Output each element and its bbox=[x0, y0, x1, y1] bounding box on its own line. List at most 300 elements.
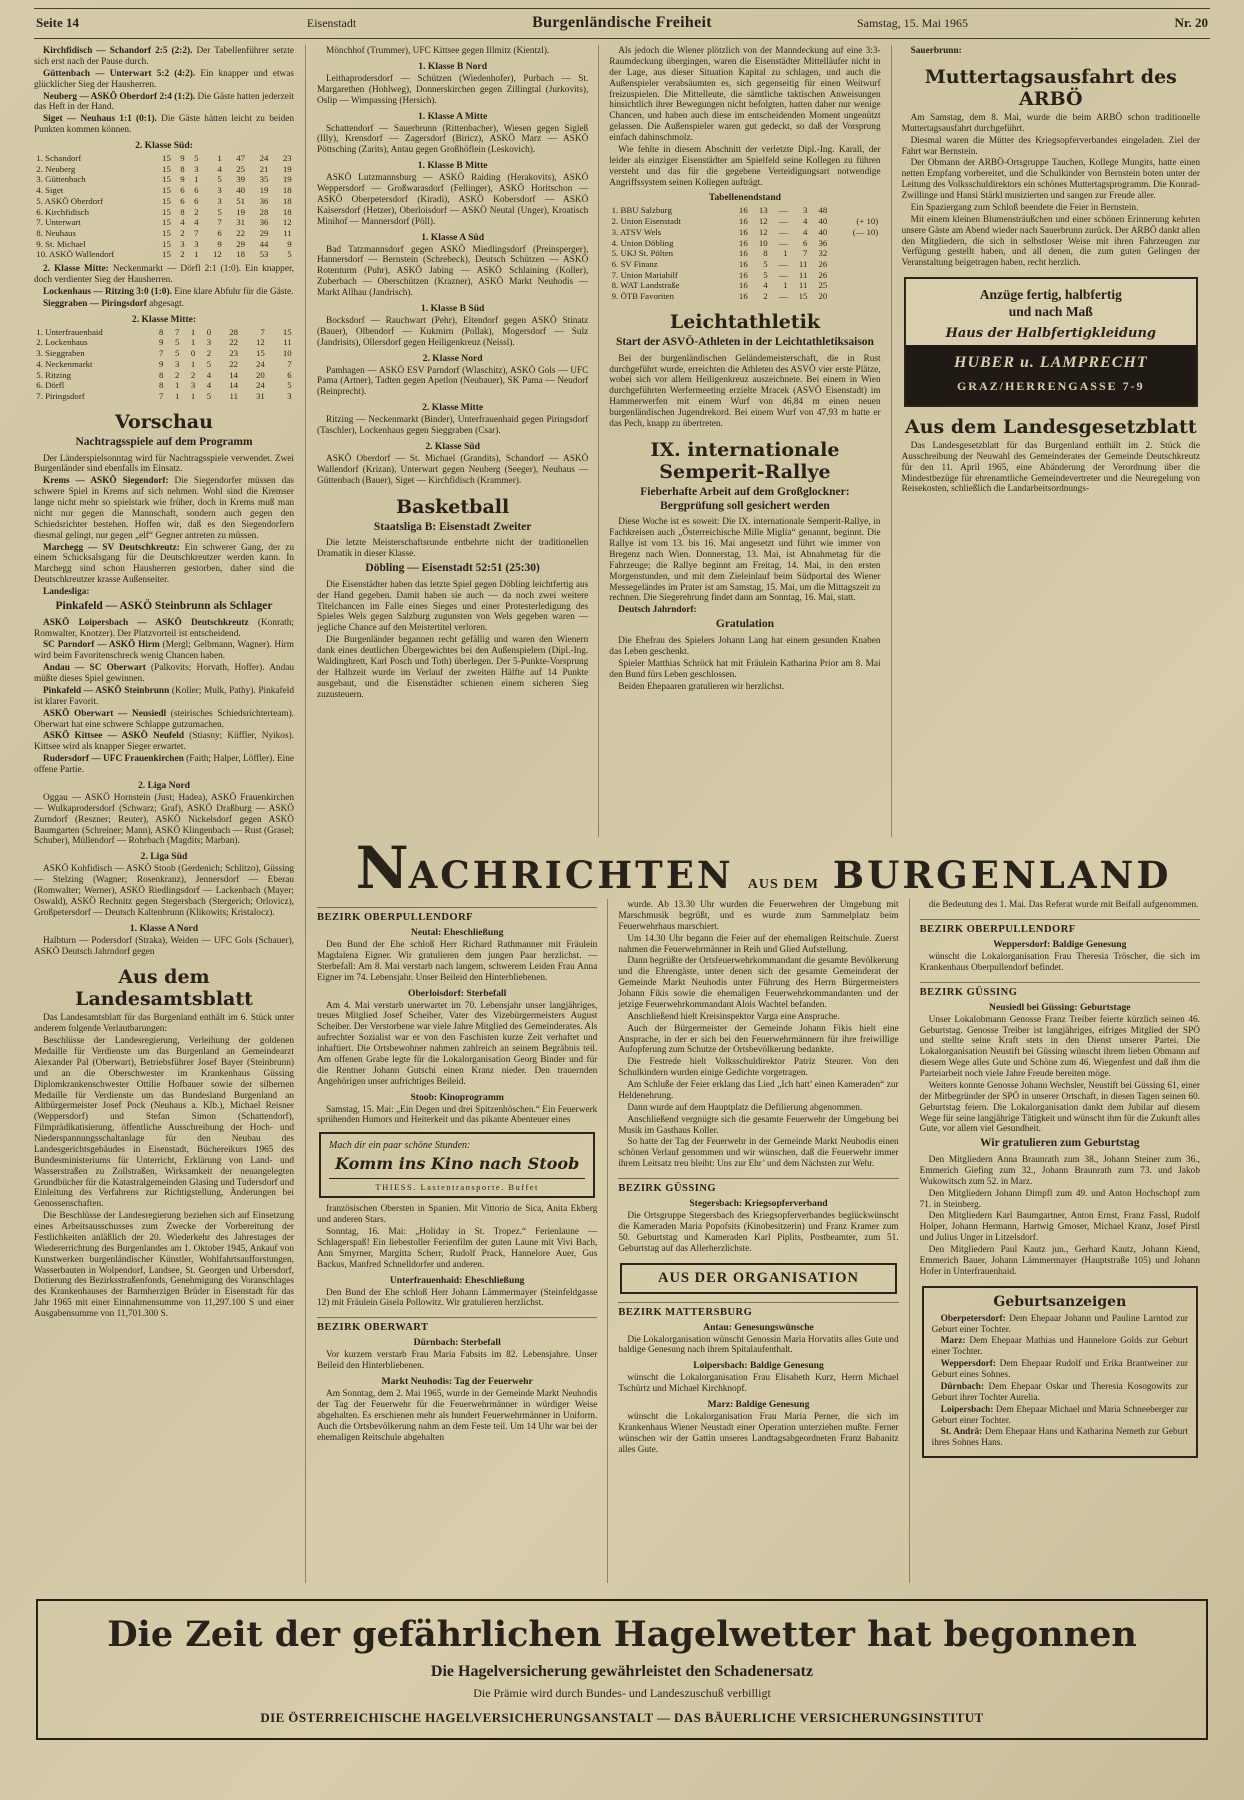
paragraph: Krems — ASKÖ Siegendorf: Die Siegendorfer müssen das schwere Spiel in Krems auf sich nehmen. Wohl sind die Kremser lange nicht mehr so spielstark wie früher, doch in Krems muß man nicht nur gegen die Mannschaft, sondern auch gegen den Schiedsrichter bestehen. Hoffen wir, daß es den Siegendorfern diesmal gelingt, nur gegen „elf“ Gegner antreten zu müssen. bbox=[34, 476, 294, 541]
paragraph: Das Landesgesetzblatt für das Burgenland enthält im 2. Stück die Ausschreibung der Neuwahl des Gemeinderates der Gemeinde Deutschkreutz für den 11. April 1965, eine Abänderung der Verordnung über die Mindestbezüge für ehrenamtliche Gemeindevertreter und die Neuregelung von Reisekosten, schließlich die Landarbeitsordnungs- bbox=[901, 440, 1201, 495]
column-sports-left bbox=[34, 45, 306, 1583]
table-cell: 9 bbox=[287, 238, 292, 249]
table-cell: 12 bbox=[212, 249, 222, 260]
table-cell: 5 bbox=[287, 380, 292, 391]
table-cell: 0 bbox=[206, 326, 212, 337]
table-row bbox=[35, 239, 292, 250]
table-cell: — bbox=[778, 205, 788, 216]
page-body bbox=[34, 45, 1210, 1583]
table-cell: 1 bbox=[783, 248, 788, 259]
standings-table bbox=[35, 153, 292, 260]
table-cell: 36 bbox=[818, 237, 828, 248]
paragraph: Die Beschlüsse der Landesregierung beziehen sich auf Einsetzung eines Arbeitsausschusses zum Zwecke der Vorbereitung der Festlichkeiten anläßlich der 20. Wiederkehr des Jahrestages der Wiedererrichtung des Burgenlandes am 1. Oktober 1945, Ankauf von Kunstwerken burgenländischer Künstler, Wohlfahrtsaufforstungen, Wasserbauten in Wolpendorf, Landsee, St. Georgen und Urbersdorf, Dotierung des Bezirksstraßenfonds, Genehmigung des Voranschlages des Krankenhauses der Barmherzigen Brüder in Eisenstadt für das Jahr 1965 mit einer Einnahmensumme von 11,297.100 S und einer Ausgabensumme von 11,701.300 S. bbox=[34, 1211, 294, 1320]
table-row bbox=[611, 205, 880, 216]
column-sports-3 bbox=[598, 45, 890, 837]
table-cell: 25 bbox=[236, 163, 246, 174]
table-cell: 3 bbox=[194, 163, 199, 174]
paragraph: Die letzte Meisterschaftsrunde entbehrte nicht der traditionellen Dramatik in dieser Klasse. bbox=[317, 538, 589, 560]
paragraph-lead: Landesliga: bbox=[43, 587, 90, 598]
paragraph: Sonntag, 16. Mai: „Holiday in St. Tropez.“ Ferienlaune — Schlagerspaß! Ein liebestoller Ferienfilm der guten Laune mit Vivi Bach, Ann Smyrner, Margitta Scherr, Rudolf Prack, Hannelore Auer, Gus Backus, Manfred Schnelldorfer und anderen. bbox=[317, 1227, 598, 1270]
table-cell: 40 bbox=[818, 216, 828, 227]
table-cell: 2 bbox=[190, 369, 196, 380]
table-cell: 4. Siget bbox=[36, 185, 64, 196]
table-cell: 32 bbox=[818, 248, 828, 259]
table-cell: 10 bbox=[282, 348, 292, 359]
table-cell: 7 bbox=[260, 326, 265, 337]
paragraph: Den Mitgliedern Karl Baumgartner, Anton Ernst, Franz Fassl, Rudolf Holper, Johann Hermann, Hartwig Gmoser, Michael Kranz, Josef Pirstl und Julius Unger in Litzelsdorf. bbox=[919, 1211, 1200, 1244]
ad-brand: HUBER u. LAMPRECHT bbox=[954, 353, 1148, 371]
paragraph: Die Eisenstädter haben das letzte Spiel gegen Döbling leichtfertig aus der Hand gegeben. Damit haben sie auch — da noch zwei weitere Titelchancen im Falle eines Sieges und einer Protesterledigung des Spieles Wels gegen Salzburg zugunsten von Wels gegeben waren — jegliche Chance auf den Meistertitel verloren. bbox=[317, 579, 589, 634]
table-cell: (— 10) bbox=[852, 226, 879, 237]
table-row bbox=[611, 238, 880, 249]
paragraph-lead: SC Parndorf — ASKÖ Hirm bbox=[43, 640, 163, 651]
table-cell: 20 bbox=[256, 369, 265, 380]
table-cell: 2. Lockenhaus bbox=[36, 337, 88, 348]
table-cell: 0 bbox=[190, 348, 196, 359]
ad-headline: Komm ins Kino nach Stoob bbox=[335, 1154, 580, 1174]
paragraph: Loipersbach: Dem Ehepaar Michael und Maria Schneeberger zur Geburt einer Tochter. bbox=[931, 1404, 1188, 1426]
table-cell: 31 bbox=[236, 217, 246, 228]
league-heading: Markt Neuhodis: Tag der Feuerwehr bbox=[381, 1376, 533, 1387]
right-region bbox=[306, 45, 1210, 1583]
table-cell: 40 bbox=[818, 226, 828, 237]
paragraph: Beiden Ehepaaren gratulieren wir herzlichst. bbox=[618, 681, 785, 692]
table-cell: 15 bbox=[162, 238, 171, 249]
paragraph: Bocksdorf — Rauchwart (Pehr), Eltendorf gegen ASKÖ Stinatz (Bauer), Olbendorf — Kukmirn (Pollak), Mogersdorf — Sulz (Jandrisits), Ollersdorf gegen Heiligenkreuz (Neissl). bbox=[317, 315, 589, 348]
table-cell: 40 bbox=[236, 185, 246, 196]
paragraph-lead: Lockenhaus — Ritzing 3:0 (1:0). bbox=[43, 286, 175, 297]
ad-line: und nach Maß bbox=[1008, 304, 1093, 319]
table-cell: 13 bbox=[758, 205, 768, 216]
table-cell: 6. Kirchfidisch bbox=[36, 206, 90, 217]
table-cell: 36 bbox=[259, 217, 269, 228]
paragraph-lead: Weppersdorf: bbox=[940, 1359, 1000, 1370]
paragraph: Als jedoch die Wiener plötzlich von der Manndeckung auf eine 3:3-Raumdeckung übergingen, waren die Eisenstädter Mittelläufer nicht in der Lage, aus dieser Situation Kapital zu schlagen, und auch die Außenspieler verabsäumten es, sich gegenseitig für einen Weitwurf freizuspielen. Die Mittelleute, die sämtliche taktischen Anweisungen hinsichtlich ihrer Bewegungen nicht befolgten, hatten daher nur wenige Chancen, und haben auch diese im entscheidenden Moment ungenützt gelassen. Die Außenspieler waren gut gedeckt, so daß der Vorsprung einfach dahinschmolz. bbox=[609, 46, 881, 143]
article-headline: IX. internationale Semperit-Rallye bbox=[650, 438, 840, 483]
paragraph: Der Länderspielsonntag wird für Nachtragsspiele verwendet. Zwei Burgenländer sind ebenfalls im Einsatz. bbox=[34, 453, 294, 475]
ad-script-line: Haus der Halbfertigkleidung bbox=[945, 325, 1157, 341]
table-cell: 1 bbox=[190, 391, 196, 401]
table-cell: 9. St. Michael bbox=[36, 238, 86, 249]
paragraph: Andau — SC Oberwart (Palkovits; Horvath, Hoffer). Andau müßte dieses Spiel gewinnen. bbox=[34, 663, 294, 685]
masthead bbox=[34, 8, 1210, 39]
league-heading: Neutal: Eheschließung bbox=[410, 927, 504, 938]
table-cell: 11 bbox=[283, 337, 292, 348]
league-heading: 1. Klasse B Mitte bbox=[417, 160, 488, 172]
paragraph: Diese Woche ist es soweit: Die IX. internationale Semperit-Rallye, in Fachkreisen auch „Österreichische Mille Miglia“ genannt, beginnt. Die Rallye ist vom 13. bis 16. Mai angesetzt und führt wie immer von Bregenz nach Wien. Donnerstag, 13. Mai, ist Abnahmetag für die Fahrzeuge; die Rallye beginnt am Freitag, 14. Mai, in den ersten Morgenstunden, und mit dem Zieleinlauf beim Südportal des Wiener Messegeländes im Prater ist am Samstag, 15. Mai, um die Mittagszeit zu rechnen. Die Siegerehrung findet dann am Sonntag, 16. Mai, statt. bbox=[609, 517, 881, 604]
table-cell: 7 bbox=[287, 358, 292, 369]
table-cell: 7 bbox=[194, 228, 199, 239]
table-cell: 18 bbox=[282, 195, 292, 206]
table-row bbox=[35, 228, 292, 239]
table-row bbox=[611, 270, 880, 281]
table-row bbox=[35, 185, 292, 196]
paragraph-lead: Siget — Neuhaus 1:1 (0:1). bbox=[43, 114, 162, 125]
table-cell: 1 bbox=[190, 337, 196, 348]
table-cell: 19 bbox=[282, 174, 292, 185]
article-subhead: Gratulation bbox=[715, 618, 775, 631]
table-cell: 4 bbox=[206, 380, 212, 391]
ad-subline: Die Prämie wird durch Bundes- und Landeszuschuß verbilligt bbox=[473, 1686, 771, 1700]
news-section bbox=[317, 899, 1210, 1583]
standings-table bbox=[611, 205, 880, 301]
paragraph: wünscht die Lokalorganisation Frau Elisabeth Kurz, Herrn Michael Tschürtz und Michael Kirchknopf. bbox=[618, 1373, 899, 1395]
table-cell: 8 bbox=[159, 369, 164, 380]
table-cell: 29 bbox=[259, 228, 269, 239]
table-cell: 9. ÖTB Favoriten bbox=[611, 291, 674, 302]
table-cell: 5 bbox=[174, 348, 180, 359]
box-title: Geburtsanzeigen bbox=[993, 1293, 1127, 1310]
table-cell bbox=[828, 280, 879, 291]
table-cell: 5 bbox=[287, 249, 292, 260]
table-cell: 8 bbox=[159, 380, 164, 391]
table-cell: 1 bbox=[194, 249, 199, 260]
table-cell: 16 bbox=[738, 258, 748, 269]
table-cell: 1. Schandorf bbox=[36, 153, 82, 163]
paragraph-lead: Neuberg — ASKÖ Oberdorf 2:4 (1:2). bbox=[43, 91, 198, 102]
table-cell: 4 bbox=[763, 280, 768, 291]
table-cell: 3 bbox=[217, 195, 222, 206]
article-subhead: Döbling — Eisenstadt 52:51 (25:30) bbox=[365, 562, 540, 575]
table-cell: 19 bbox=[259, 185, 269, 196]
paragraph: Die Ehefrau des Spielers Johann Lang hat einem gesunden Knaben das Leben geschenkt. bbox=[609, 636, 881, 657]
table-cell: 8 bbox=[159, 326, 164, 337]
table-cell: 47 bbox=[236, 153, 246, 163]
table-cell: 25 bbox=[818, 280, 828, 291]
paragraph: Mit einem kleinen Blumensträußchen und einer schönen Erinnerung kehrten unsere Gäste am Abend wieder nach Sauerbrunn zurück. Der ARBÖ dankt allen den Mitgliedern, die sich in selbstloser Weise mit ihren Fahrzeugen zur Verfügung gestellt haben, und all denen, die zum guten Gelingen der Veranstaltung beigetragen haben, recht herzlich. bbox=[901, 214, 1201, 269]
paragraph-lead: Pinkafeld — ASKÖ Steinbrunn bbox=[43, 685, 172, 696]
table-cell: 15 bbox=[162, 153, 171, 163]
table-cell: 3 bbox=[190, 380, 196, 391]
league-heading: 2. Liga Nord bbox=[138, 779, 190, 791]
table-cell: 4 bbox=[180, 217, 185, 228]
paragraph-lead: Dürnbach: bbox=[940, 1381, 989, 1392]
table-cell: — bbox=[778, 258, 788, 269]
table-cell: 23 bbox=[282, 153, 292, 163]
paragraph: Weiters konnte Genosse Johann Wechsler, Neustift bei Güssing 61, einer der Mitbegründer der SPÖ in unserer Ortschaft, in diesen Tagen seinen 60. Geburtstag feiern. Die Lokalorganisation dankt dem Jubilar auf diesem Wege für seine langjährige Tätigkeit und wünscht ihm für die Zukunft alles Gute, vor allem viel Gesundheit. bbox=[919, 1080, 1200, 1135]
table-cell: 3 bbox=[287, 391, 292, 401]
paragraph: 2. Klasse Mitte: Neckenmarkt — Dörfl 2:1 (1:0). Ein knapper, doch verdienter Sieg der Hausherren. bbox=[34, 264, 294, 286]
births-list bbox=[932, 1314, 1188, 1450]
paragraph: Anschließend vergnügte sich die gesamte Feuerwehr der Umgebung bei Musik im Gasthaus Koller. bbox=[618, 1114, 899, 1136]
table-cell: 11 bbox=[798, 269, 808, 280]
paragraph-lead: St. Andrä: bbox=[940, 1427, 985, 1438]
paragraph: Den Bund der Ehe schloß Herr Richard Rathmanner mit Fräulein Magdalena Eigner. Wir gratulieren dem jungen Paar herzlichst. — Sterbefall: Am 8. Mai verstarb nach langem, schwerem Leiden Frau Anna Eigner im 74. Lebensjahr. Unser Beileid den Hinterbliebenen. bbox=[317, 940, 598, 983]
table-cell: 8. WAT Landstraße bbox=[611, 280, 680, 291]
table-cell: 4 bbox=[194, 217, 199, 228]
paragraph: Halbturn — Podersdorf (Straka), Weiden — UFC Gols (Schauer), ASKÖ Deutsch Jahrndorf gegen bbox=[34, 935, 294, 957]
table-cell: 6 bbox=[180, 185, 185, 196]
table-row bbox=[35, 327, 292, 338]
table-cell: 15 bbox=[162, 206, 171, 217]
table-cell: 1 bbox=[783, 280, 788, 291]
table-cell: 15 bbox=[162, 195, 171, 206]
banner-word2: AUS DEM bbox=[747, 877, 819, 892]
page-number: Seite 14 bbox=[36, 15, 79, 30]
table-cell: 7. Union Mariahilf bbox=[611, 269, 678, 280]
paragraph: Pinkafeld — ASKÖ Steinbrunn (Koller; Mulk, Pathy). Pinkafeld ist klarer Favorit. bbox=[34, 685, 294, 707]
paragraph: Der Obmann der ARBÖ-Ortsgruppe Tauchen, Kollege Mungits, hatte einen netten Empfang vorbereitet, und die Schulkinder von Bernstein boten unter der Leitung des Volksschuldirektors ein schönes Muttertagsprogramm. Die Konrad-Zwillinge und Hansi Stärkl musizierten und sangen zur Freude aller. bbox=[901, 158, 1201, 201]
bezirk-heading: BEZIRK GÜSSING bbox=[618, 1178, 898, 1194]
table-cell: 9 bbox=[159, 337, 164, 348]
table-cell: 18 bbox=[282, 185, 292, 196]
table-cell: 22 bbox=[229, 337, 238, 348]
article-subhead: Fieberhafte Arbeit auf dem Großglockner: Bergprüfung soll gesichert werden bbox=[640, 485, 850, 512]
table-cell: 6. SV Finanz bbox=[611, 258, 658, 269]
paragraph: ASKÖ Kittsee — ASKÖ Neufeld (Stiasny; Küffler, Nyikos). Kittsee wird als knapper Sieger erwartet. bbox=[34, 731, 294, 753]
masthead-date: Samstag, 15. Mai 1965 bbox=[856, 16, 968, 30]
paragraph: Das Landesamtsblatt für das Burgenland enthält im 6. Stück unter anderem folgende Verlautbarungen: bbox=[34, 1013, 294, 1035]
table-row bbox=[35, 207, 292, 218]
table-cell: 3 bbox=[180, 238, 185, 249]
table-cell: 5 bbox=[206, 391, 212, 401]
table-cell: 7. Unterwart bbox=[36, 217, 81, 228]
article-headline: Muttertagsausfahrt des ARBÖ bbox=[924, 65, 1177, 110]
paragraph bbox=[902, 46, 1200, 57]
table-cell: 12 bbox=[758, 216, 768, 227]
table-cell: 15 bbox=[282, 326, 292, 337]
bezirk-heading: BEZIRK OBERPULLENDORF bbox=[317, 907, 597, 923]
table-cell: 12 bbox=[256, 337, 265, 348]
table-cell: 15 bbox=[256, 348, 265, 359]
table-cell bbox=[828, 238, 879, 249]
table-cell: 7. Piringsdorf bbox=[36, 391, 85, 401]
paragraph: Sieggraben — Piringsdorf abgesagt. bbox=[43, 298, 184, 309]
table-cell: 15 bbox=[162, 163, 171, 174]
paragraph: Anschließend hielt Kreisinspektor Varga eine Ansprache. bbox=[627, 1011, 840, 1022]
paragraph: Marz: Dem Ehepaar Mathias und Hannelore Golds zur Geburt einer Tochter. bbox=[931, 1336, 1188, 1358]
table-row bbox=[35, 359, 292, 370]
table-cell: 15 bbox=[162, 249, 171, 260]
table-row bbox=[611, 291, 880, 302]
paragraph: Marchegg — SV Deutschkreutz: Ein schwerer Gang, der zu einem Schicksalsgang für die Deutschkreutzer werden kann. In Marchegg sind schon Hausherren gestorben, daher sind die Deutschkreutzer krasse Außenseiter. bbox=[34, 542, 294, 586]
table-cell: 2 bbox=[174, 369, 180, 380]
league-heading: Loipersbach: Baldige Genesung bbox=[693, 1360, 824, 1372]
table-cell: 22 bbox=[236, 228, 246, 239]
table-cell: 11 bbox=[229, 391, 238, 401]
paragraph: St. Andrä: Dem Ehepaar Hans und Katharina Nemeth zur Geburt ihres Sohnes Hans. bbox=[931, 1427, 1188, 1449]
table-cell: 12 bbox=[282, 217, 292, 228]
table-cell: 11 bbox=[283, 228, 292, 239]
paragraph: Den Bund der Ehe schloß Herr Johann Lämmermayer (Steinfeldgasse 12) mit Fräulein Gisela Pollowitz. Wir gratulieren herzlichst. bbox=[317, 1287, 598, 1309]
league-heading: 1. Klasse A Nord bbox=[129, 922, 199, 934]
table-cell: 2 bbox=[180, 249, 185, 260]
table-cell: 16 bbox=[738, 216, 748, 227]
paragraph: Am 4. Mai verstarb unerwartet im 70. Lebensjahr unser langjähriges, treues Mitglied Josef Scheiber, Vater des Vizebürgermeisters August Scheiber. Der Verstorbene war viele Jahre Mitglied des Gemeinderates. Als aufrechter Sozialist war er von den Faschisten kurze Zeit verhaftet und inhaftiert. Die Ortsbewohner nahmen zahlreich an seinem Begräbnis teil. Am offenen Grabe legte für die Lokalorganisation Georg Binder und für die Rentner Johann Gutschi einen Kranz nieder. Den trauernden Angehörigen unser aufrichtiges Beileid. bbox=[317, 1000, 598, 1087]
paragraph: Güttenbach — Unterwart 5:2 (4:2). Ein knapper und etwas glücklicher Sieg der Hausherren. bbox=[34, 68, 294, 90]
table-row bbox=[35, 370, 292, 381]
table-cell: 5 bbox=[194, 153, 199, 163]
table-cell: 5 bbox=[217, 174, 222, 185]
table-cell: 3. Sieggraben bbox=[36, 348, 85, 359]
table-cell bbox=[828, 248, 879, 259]
paragraph: ASKÖ Loipersbach — ASKÖ Deutschkreutz (Konrath; Romwalter, Knotzer). Der Platzvorteil ist entscheidend. bbox=[34, 617, 294, 639]
ad-line: Anzüge fertig, halbfertig bbox=[979, 287, 1122, 303]
table-row bbox=[611, 280, 880, 291]
table-cell: 16 bbox=[738, 280, 748, 291]
table-cell: 6. Dörfl bbox=[36, 380, 65, 391]
table-cell: 19 bbox=[282, 163, 292, 174]
article-headline: Leichtathletik bbox=[669, 310, 821, 333]
paragraph: Weppersdorf: Dem Ehepaar Rudolf und Erika Brantweiner zur Geburt eines Sohnes. bbox=[931, 1359, 1188, 1381]
paragraph: Die Burgenländer begannen recht gefällig und waren den Wienern dank eines deutlichen Übergewichtes bei den Außenspielern (Dipl.-Ing. Waldinghrett, Karl Posch und Toth) überlegen. Der 5-Punkte-Vorsprung der Halbzeit wurde im Verlauf der zweiten Hälfte auf 14 Punkte ausgebaut, und die Eisenstädter schienen einem sicheren Sieg zuzusteuern. bbox=[317, 635, 589, 700]
table-cell: 16 bbox=[738, 248, 748, 259]
paragraph: Rudersdorf — UFC Frauenkirchen (Faith; Halper, Löffler). Eine offene Partie. bbox=[34, 754, 294, 776]
table-cell: 15 bbox=[162, 228, 171, 239]
table-cell: 7 bbox=[159, 391, 164, 401]
news-3-top bbox=[920, 900, 1200, 1278]
league-heading: 2. Klasse Süd bbox=[425, 440, 480, 452]
table-row bbox=[35, 164, 292, 175]
banner-initial: N bbox=[355, 834, 409, 902]
column-sports-2 bbox=[317, 45, 598, 837]
table-row bbox=[611, 227, 880, 238]
table-cell: 15 bbox=[162, 217, 171, 228]
table-cell: 10. ASKÖ Wallendorf bbox=[36, 249, 115, 260]
article-headline: Vorschau bbox=[115, 410, 213, 433]
table-cell: 1 bbox=[194, 174, 199, 185]
paragraph: die Bedeutung des 1. Mai. Das Referat wurde mit Beifall aufgenommen. bbox=[928, 900, 1199, 910]
table-cell: 24 bbox=[259, 153, 269, 163]
paragraph: ASKÖ Lutzmannsburg — ASKÖ Raiding (Herakovits), ASKÖ Weppersdorf — Großwarasdorf (Fellinger), ASKÖ Horitschon — ASKÖ Oberpetersdorf (Kiradi), ASKÖ Kobersdorf — ASKÖ Kaisersdorf (Hetzer), Oberloisdorf — ASKÖ Neutal (Unger), Kroatisch Minihof — Mannersdorf (Pöll). bbox=[317, 173, 589, 227]
article-headline: Aus dem Landesamtsblatt bbox=[75, 966, 253, 1011]
hagel-versicherung-ad bbox=[36, 1599, 1208, 1740]
paragraph: wurde. Ab 13.30 Uhr wurden die Feuerwehren der Umgebung mit Marschmusik begrüßt, und es wurde zum Sammelplatz beim Feuerwehrhaus marschiert. bbox=[618, 900, 899, 932]
paragraph: Bei der burgenländischen Geländemeisterschaft, die in Rust durchgeführt wurde, erreichten die Athleten des ASVÖ vier erste Plätze, wobei sich vor allem Heiligenkreuz auszeichnete. Bei einem in Wien durchgeführten Werfermeeting erzielte Mracek (ASVÖ Eisenstadt) im Hammerwerfen mit einem Wurf von 46,84 m einen neuen burgenländischen Jugendrekord. Bei einem Wurf von 47,93 m hatte er das Pech, knapp zu übertreten. bbox=[609, 353, 881, 429]
table-cell: 2 bbox=[180, 228, 185, 239]
table-cell: 22 bbox=[229, 358, 238, 369]
paragraph: Dann begrüßte der Ortsfeuerwehrkommandant die gesamte Bevölkerung und die Ehrengäste, unter denen sich der gesamte Gemeinderat der Gemeinde Markt Neuhodis unter Führung des Herrn Bürgermeisters Johann Fikis sowie die ehemaligen Feuerwehrkommandanten und der jetzige Feuerwehrkommandant Alois Wachtel befanden. bbox=[618, 956, 899, 1010]
article-headline: Aus dem Landesgesetzblatt bbox=[905, 415, 1197, 438]
table-cell: 35 bbox=[259, 174, 269, 185]
table-cell: 15 bbox=[798, 291, 808, 302]
league-heading: Marz: Baldige Genesung bbox=[707, 1399, 810, 1410]
paragraph: Die Festrede hielt Volksschuldirektor Patriz Steurer. Von den Schulkindern wurden einige Gedichte vorgetragen. bbox=[618, 1057, 899, 1079]
bezirk-heading: BEZIRK GÜSSING bbox=[920, 982, 1200, 998]
paragraph-lead: ASKÖ Loipersbach — ASKÖ Deutschkreutz bbox=[43, 617, 258, 628]
paragraph: SC Parndorf — ASKÖ Hirm (Mergl; Gelbmann, Wagner). Hirm wird beim Favoritenschreck wenig Chancen haben. bbox=[34, 640, 294, 662]
table-cell: 5 bbox=[763, 258, 768, 269]
table-cell: 2 bbox=[206, 348, 212, 359]
table-cell: 4 bbox=[802, 226, 808, 237]
bezirk-heading: BEZIRK MATTERSBURG bbox=[618, 1302, 898, 1318]
arboe-article bbox=[902, 46, 1200, 269]
paragraph: Die Lokalorganisation wünscht Genossin Maria Horvatits alles Gute und baldige Genesung nach ihrem Spitalaufenthalt. bbox=[618, 1334, 899, 1356]
table-cell: 1 bbox=[174, 391, 180, 401]
table-cell: 14 bbox=[229, 369, 238, 380]
paragraph: Diesmal waren die Mütter des Kriegsopferverbandes eingeladen. Ziel der Fahrt war Bernstein. bbox=[901, 135, 1201, 157]
table-cell bbox=[828, 259, 879, 270]
table-cell: 6 bbox=[194, 185, 199, 196]
table-cell: 5. Ritzing bbox=[36, 369, 71, 380]
paragraph: Dann wurde auf dem Hauptplatz die Defilierung abgenommen. bbox=[627, 1102, 863, 1113]
sports-section bbox=[317, 45, 1210, 837]
table-cell: 29 bbox=[236, 238, 246, 249]
column-news-3 bbox=[909, 899, 1210, 1583]
paragraph-lead: Krems — ASKÖ Siegendorf: bbox=[43, 476, 175, 487]
paragraph: Ein Spaziergang zum Schloß beendete die Feier in Bernstein. bbox=[910, 202, 1139, 213]
table-cell: 51 bbox=[236, 195, 246, 206]
table-cell: 9 bbox=[180, 153, 185, 163]
paragraph: Pamhagen — ASKÖ ESV Parndorf (Wlaschitz), ASKÖ Gols — UFC Pama (Artner), Tadten gegen Apetlon (Neubauer), SK Pama — Neudorf (Reinprecht). bbox=[317, 365, 589, 398]
table-cell: 23 bbox=[229, 348, 238, 359]
league-heading: 1. Klasse B Nord bbox=[418, 60, 488, 72]
table-cell: 6 bbox=[287, 369, 292, 380]
table-cell: 1 bbox=[174, 380, 180, 391]
article-headline: Basketball bbox=[396, 495, 510, 518]
article-subhead: Wir gratulieren zum Geburtstag bbox=[980, 1137, 1140, 1150]
table-cell: 7 bbox=[217, 217, 222, 228]
table-cell: 1 bbox=[190, 326, 196, 337]
league-heading: 2. Klasse Mitte bbox=[422, 402, 484, 414]
table-cell: 14 bbox=[229, 380, 238, 391]
paragraph: Wie fehlte in diesem Abschnitt der verletzte Dipl.-Ing. Karall, der leider als einziger Eisenstädter am Spielfeld seine Kollegen zu führen versteht und das für die gegebene Verteidigungsart notwendige Angriffssystem seinen Kollegen aufträgt. bbox=[609, 144, 881, 188]
table-cell: 5 bbox=[217, 206, 222, 217]
paragraph: Dürnbach: Dem Ehepaar Oskar und Theresia Kosogowits zur Geburt ihrer Tochter Aurelia. bbox=[931, 1381, 1188, 1403]
table-cell: 16 bbox=[738, 269, 748, 280]
column-news-1 bbox=[317, 899, 607, 1583]
table-row bbox=[35, 217, 292, 228]
paragraph bbox=[34, 587, 294, 598]
paragraph-lead: Sieggraben — Piringsdorf bbox=[43, 298, 150, 309]
paragraph: Am Sonntag, dem 2. Mai 1965, wurde in der Gemeinde Markt Neuhodis der Tag der Feuerwehr für die Feuerwehrmänner in würdiger Weise abgehalten. Es erschienen mehr als hundert Feuerwehrmänner in Uniform. Auch die Ortsbevölkerung nahm an dem Feste teil. Um 14 Uhr war bei der ehemaligen Reitschule abgehalten bbox=[317, 1389, 598, 1443]
table-cell: 16 bbox=[738, 205, 748, 216]
paragraph-lead: Rudersdorf — UFC Frauenkirchen bbox=[43, 754, 187, 765]
paragraph: Den Mitgliedern Paul Kautz jun., Gerhard Kautz, Johann Kiend, Emmerich Bauer, Johann Lämmermayer (Hauptstraße 105) und Johann Hofer in Unterfrauenhaid. bbox=[919, 1245, 1200, 1277]
table-cell: 4. Union Döbling bbox=[611, 237, 674, 248]
table-cell: 8 bbox=[763, 248, 768, 259]
paragraph: Leithaprodersdorf — Schützen (Wiedenhofer), Purbach — St. Margarethen (Hohlweg), Donnerskirchen gegen Zillingtal (Jurkovits), Oslip — Wimpassing (Hersich). bbox=[317, 73, 589, 106]
ad-footer: DIE ÖSTERREICHISCHE HAGELVERSICHERUNGSANSTALT — DAS BÄUERLICHE VERSICHERUNGSINSTITUT bbox=[260, 1710, 984, 1725]
table-cell bbox=[828, 270, 879, 281]
table-cell: 15 bbox=[162, 185, 171, 196]
table-cell: — bbox=[778, 269, 788, 280]
table-cell: 4 bbox=[802, 216, 808, 227]
table-cell: 4 bbox=[217, 163, 222, 174]
table-cell: 28 bbox=[229, 326, 238, 337]
table-cell: 21 bbox=[259, 163, 269, 174]
table-cell: 3 bbox=[802, 205, 808, 216]
landesgesetzblatt-article bbox=[902, 416, 1200, 495]
table-cell: 26 bbox=[818, 269, 828, 280]
issue-number: Nr. 20 bbox=[1174, 15, 1209, 30]
banner-word3: BURGENLAND bbox=[832, 853, 1172, 897]
paragraph: Um 14.30 Uhr begann die Feier auf der ehemaligen Reitschule. Zuerst nahmen die Feuerwehrmänner in Reih und Glied Aufstellung. bbox=[618, 933, 899, 955]
paragraph-lead: Güttenbach — Unterwart 5:2 (4:2). bbox=[43, 68, 201, 79]
table-cell bbox=[828, 291, 879, 302]
table-cell: 7 bbox=[802, 248, 808, 259]
paragraph: ASKÖ Oberdorf — St. Michael (Grandits), Schandorf — ASKÖ Wallendorf (Krizan), Unterwart gegen Neuberg (Seeger), Neuhaus — Güttenbach (Bauer), Siget — Kirchfidisch (Krammer). bbox=[317, 453, 589, 486]
table-cell: 9 bbox=[217, 238, 222, 249]
ad-footer: THIESS. Lastentransporte. Buffet bbox=[329, 1178, 585, 1192]
table-cell: 53 bbox=[259, 249, 269, 260]
ad-brand-block bbox=[906, 345, 1196, 405]
table-row bbox=[611, 216, 880, 227]
paragraph: Den Mitgliedern Anna Braunrath zum 38., Johann Steiner zum 36., Emmerich Giefing zum 32., Johann Braunrath zum 73. und Jakob Wukowitsch zum 52. in Marz. bbox=[919, 1155, 1200, 1187]
table-cell: 3. Güttenbach bbox=[36, 174, 86, 185]
bezirk-heading: BEZIRK OBERWART bbox=[317, 1317, 597, 1333]
article-subhead: Nachtragsspiele auf dem Programm bbox=[75, 435, 253, 448]
paragraph-lead: Deutsch Jahrndorf: bbox=[618, 605, 697, 616]
table-cell: 5. UKJ St. Pölten bbox=[611, 248, 673, 259]
table-cell: 39 bbox=[236, 174, 246, 185]
paragraph: Siget — Neuhaus 1:1 (0:1). Die Gäste hätten leicht zu beiden Punkten kommen können. bbox=[34, 114, 295, 136]
table-cell: 9 bbox=[180, 174, 185, 185]
table-cell: 8. Neuhaus bbox=[36, 228, 76, 239]
table-cell: 6 bbox=[194, 195, 199, 206]
table-cell: 16 bbox=[738, 226, 748, 237]
paragraph-lead: 2. Klasse Mitte: bbox=[43, 264, 113, 275]
